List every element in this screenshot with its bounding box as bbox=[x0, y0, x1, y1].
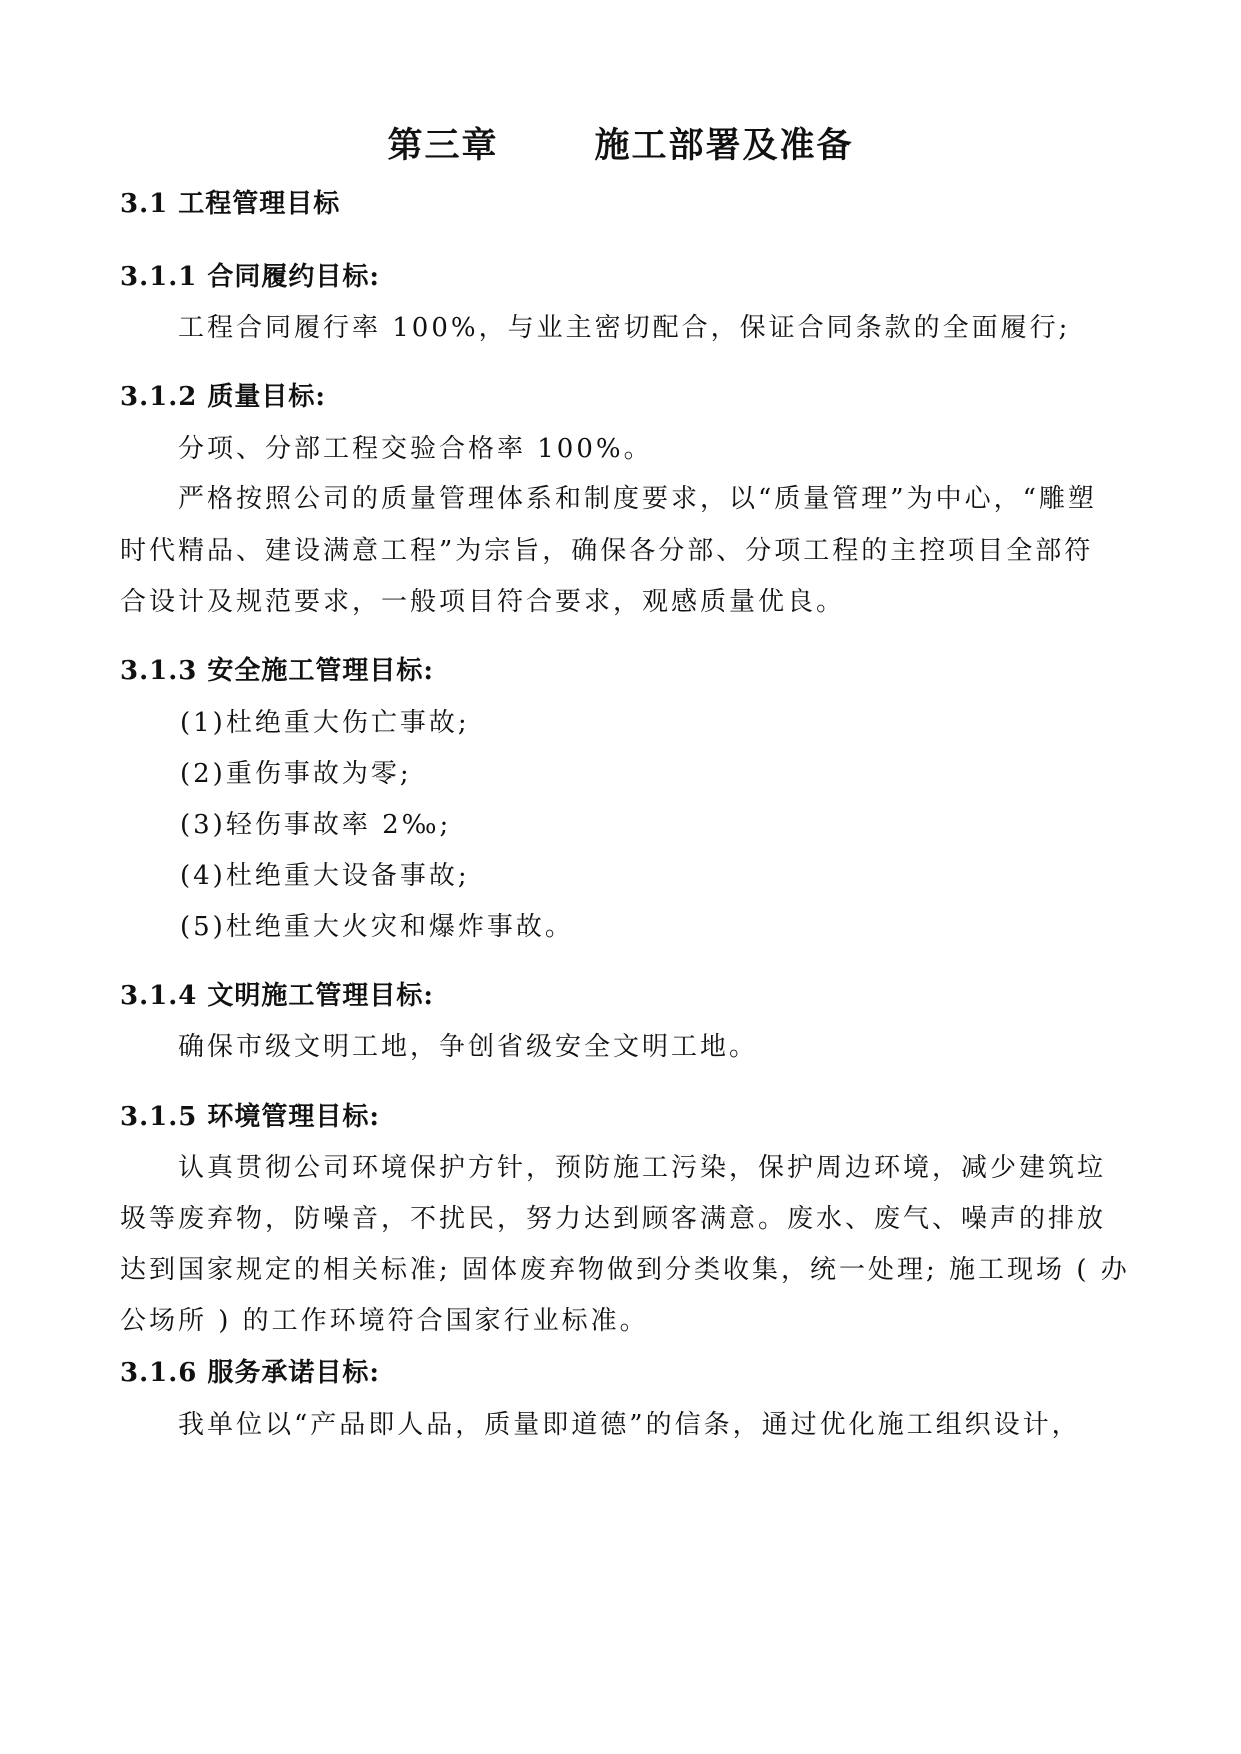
chapter-name: 施工部署及准备 bbox=[594, 125, 854, 166]
section-heading-3-1-4: 3.1.4 文明施工管理目标: bbox=[120, 981, 435, 1011]
section-heading-3-1-1: 3.1.1 合同履约目标: bbox=[120, 262, 381, 292]
paragraph-env-line4: 公场所 ) 的工作环境符合国家行业标准。 bbox=[120, 1306, 649, 1336]
section-heading-3-1-5: 3.1.5 环境管理目标: bbox=[120, 1102, 381, 1132]
paragraph-env-line1: 认真贯彻公司环境保护方针，预防施工污染，保护周边环境，减少建筑垃 bbox=[178, 1153, 1107, 1183]
list-item: (5)杜绝重大火灾和爆炸事故。 bbox=[180, 912, 574, 942]
paragraph-service-line1: 我单位以“产品即人品，质量即道德”的信条，通过优化施工组织设计， bbox=[178, 1410, 1081, 1440]
section-heading-3-1: 3.1 工程管理目标 bbox=[120, 189, 341, 219]
paragraph-quality-line1: 严格按照公司的质量管理体系和制度要求，以“质量管理”为中心，“雕塑 bbox=[178, 484, 1097, 514]
paragraph-contract: 工程合同履行率 100%，与业主密切配合，保证合同条款的全面履行; bbox=[178, 313, 1071, 343]
paragraph-env-line3: 达到国家规定的相关标准; 固体废弃物做到分类收集，统一处理; 施工现场 ( 办 bbox=[120, 1255, 1130, 1285]
chapter-title bbox=[0, 118, 1241, 168]
section-heading-3-1-3: 3.1.3 安全施工管理目标: bbox=[120, 656, 435, 686]
section-heading-3-1-6: 3.1.6 服务承诺目标: bbox=[120, 1358, 381, 1388]
paragraph-civilized: 确保市级文明工地，争创省级安全文明工地。 bbox=[178, 1032, 759, 1062]
list-item: (3)轻伤事故率 2‰; bbox=[180, 810, 452, 840]
list-item: (1)杜绝重大伤亡事故; bbox=[180, 708, 470, 738]
paragraph-quality-rate: 分项、分部工程交验合格率 100%。 bbox=[178, 434, 653, 464]
paragraph-env-line2: 圾等废弃物，防噪音，不扰民，努力达到顾客满意。废水、废气、噪声的排放 bbox=[120, 1204, 1107, 1234]
section-heading-3-1-2: 3.1.2 质量目标: bbox=[120, 382, 327, 412]
list-item: (4)杜绝重大设备事故; bbox=[180, 861, 470, 891]
paragraph-quality-line2: 时代精品、建设满意工程”为宗旨，确保各分部、分项工程的主控项目全部符 bbox=[120, 536, 1094, 566]
chapter-number: 第三章 bbox=[387, 125, 499, 166]
list-item: (2)重伤事故为零; bbox=[180, 759, 412, 789]
paragraph-quality-line3: 合设计及规范要求，一般项目符合要求，观感质量优良。 bbox=[120, 587, 846, 617]
